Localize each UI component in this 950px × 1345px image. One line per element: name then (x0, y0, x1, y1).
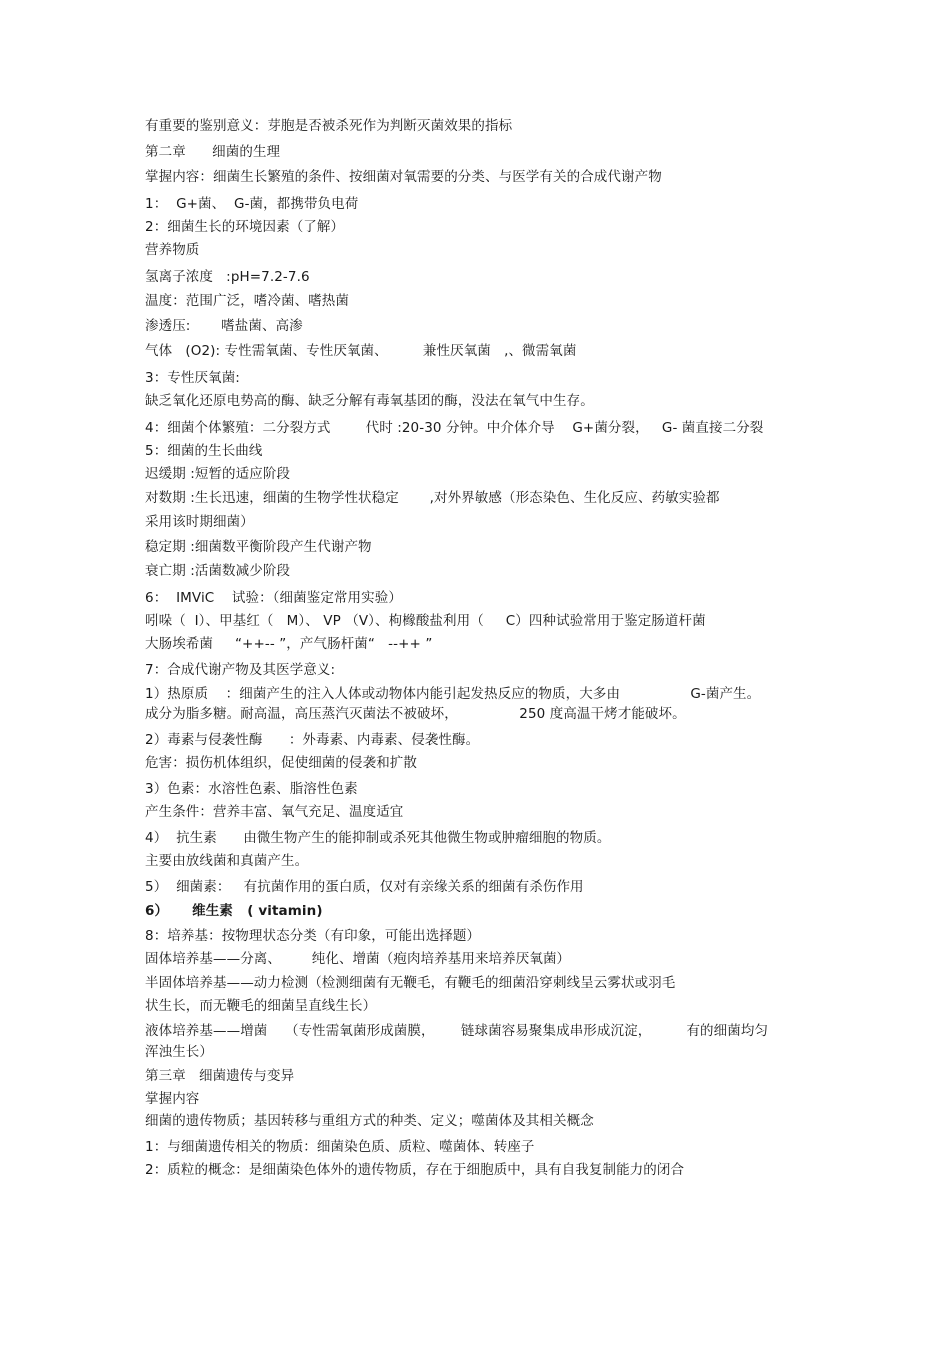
text-line: 渗透压: 嗜盐菌、高渗 (145, 318, 303, 334)
text-line: 稳定期 :细菌数平衡阶段产生代谢产物 (145, 539, 372, 555)
text-line: 4） 抗生素 由微生物产生的能抑制或杀死其他微生物或肿瘤细胞的物质。 (145, 830, 611, 846)
text-line: 气体 (O2): 专性需氧菌、专性厌氧菌、 兼性厌氧菌 ,、微需氧菌 (145, 343, 577, 359)
text-line: 3：专性厌氧菌: (145, 370, 240, 386)
text-line: 6： IMViC 试验：（细菌鉴定常用实验） (145, 590, 402, 606)
text-line: 温度：范围广泛，嗜冷菌、嗜热菌 (145, 293, 349, 309)
text-line: 掌握内容：细菌生长繁殖的条件、按细菌对氧需要的分类、与医学有关的合成代谢产物 (145, 169, 662, 185)
text-line: 2）毒素与侵袭性酶 ：外毒素、内毒素、侵袭性酶。 (145, 732, 480, 748)
text-line: 浑浊生长） (145, 1044, 213, 1060)
text-line: 有重要的鉴别意义：芽胞是否被杀死作为判断灭菌效果的指标 (145, 118, 513, 134)
text-line: 产生条件：营养丰富、氧气充足、温度适宜 (145, 804, 404, 820)
text-line: 掌握内容 (145, 1091, 200, 1107)
text-line: 采用该时期细菌） (145, 514, 254, 530)
text-line: 对数期 :生长迅速，细菌的生物学性状稳定 ,对外界敏感（形态染色、生化反应、药敏实验都 (145, 490, 720, 506)
text-line: 第三章 细菌遗传与变异 (145, 1068, 295, 1084)
text-line: 2：细菌生长的环境因素（了解） (145, 219, 345, 235)
text-line: 衰亡期 :活菌数减少阶段 (145, 563, 291, 579)
text-line: 细菌的遗传物质；基因转移与重组方式的种类、定义；噬菌体及其相关概念 (145, 1113, 594, 1129)
text-line: 固体培养基——分离、 纯化、增菌（疱肉培养基用来培养厌氧菌） (145, 951, 571, 967)
text-line: 5：细菌的生长曲线 (145, 443, 263, 459)
document-body (145, 117, 825, 1179)
text-line: 大肠埃希菌 “++-- ”，产气肠杆菌“ --++ ” (145, 636, 433, 652)
text-line: 危害：损伤机体组织，促使细菌的侵袭和扩散 (145, 755, 417, 771)
text-line: 状生长，而无鞭毛的细菌呈直线生长） (145, 998, 377, 1014)
text-line: 1：与细菌遗传相关的物质：细菌染色质、质粒、噬菌体、转座子 (145, 1139, 535, 1155)
text-line: 6） 维生素 ( vitamin) (145, 903, 323, 919)
text-line: 4：细菌个体繁殖：二分裂方式 代时 :20-30 分钟。中介体介导 G+菌分裂， G- 菌直接二分裂 (145, 420, 764, 436)
text-line: 第二章 细菌的生理 (145, 144, 281, 160)
text-line: 吲哚（ I）、甲基红（ M）、 VP （V）、枸橼酸盐利用（ C）四种试验常用于鉴定肠道杆菌 (145, 613, 706, 629)
text-line: 主要由放线菌和真菌产生。 (145, 853, 309, 869)
text-line: 迟缓期 :短暂的适应阶段 (145, 466, 291, 482)
text-line: 2：质粒的概念：是细菌染色体外的遗传物质，存在于细胞质中，具有自我复制能力的闭合 (145, 1162, 685, 1178)
text-line: 7：合成代谢产物及其医学意义: (145, 662, 336, 678)
text-line: 1： G+菌、 G-菌，都携带负电荷 (145, 196, 359, 212)
text-line: 5） 细菌素： 有抗菌作用的蛋白质，仅对有亲缘关系的细菌有杀伤作用 (145, 879, 584, 895)
text-line: 液体培养基——增菌 （专性需氧菌形成菌膜， 链球菌容易聚集成串形成沉淀， 有的细菌均匀 (145, 1023, 769, 1039)
text-line: 营养物质 (145, 242, 200, 258)
text-line: 3）色素：水溶性色素、脂溶性色素 (145, 781, 358, 797)
text-line: 8：培养基：按物理状态分类（有印象，可能出选择题） (145, 928, 481, 944)
text-line: 氢离子浓度 :pH=7.2-7.6 (145, 269, 310, 285)
text-line: 缺乏氧化还原电势高的酶、缺乏分解有毒氧基团的酶，没法在氧气中生存。 (145, 393, 594, 409)
text-line: 1）热原质 ：细菌产生的注入人体或动物体内能引起发热反应的物质，大多由 G-菌产生。 (145, 686, 761, 702)
text-line: 半固体培养基——动力检测（检测细菌有无鞭毛，有鞭毛的细菌沿穿刺线呈云雾状或羽毛 (145, 975, 676, 991)
text-line: 成分为脂多糖。耐高温，高压蒸汽灭菌法不被破坏， 250 度高温干烤才能破坏。 (145, 706, 686, 722)
